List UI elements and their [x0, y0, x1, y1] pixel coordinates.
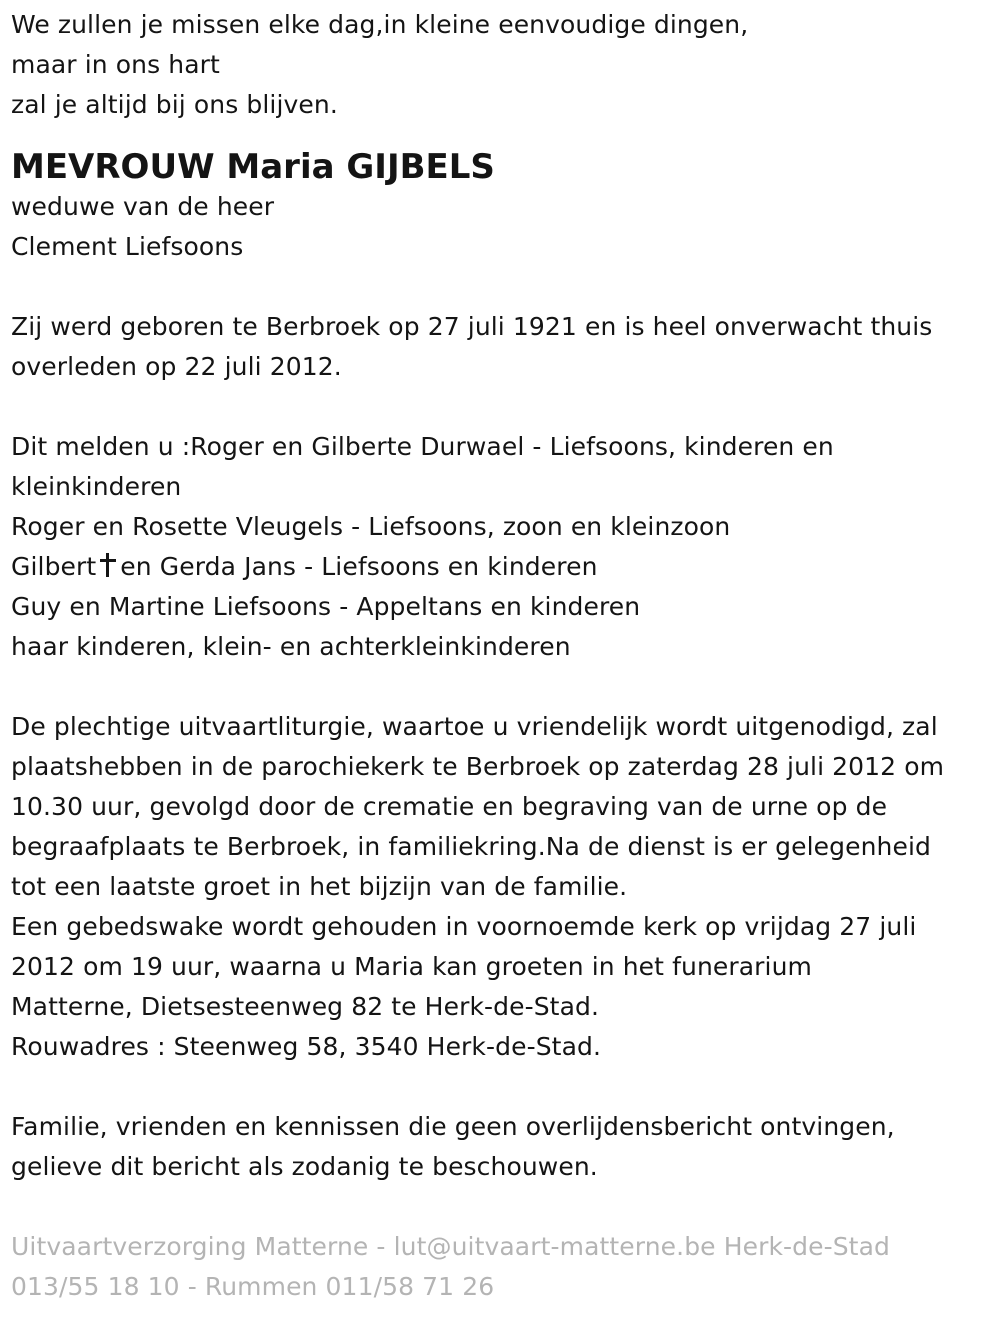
- family-name-gilbert: Gilbert: [11, 552, 97, 581]
- paragraph-line: Een gebedswake wordt gehouden in voornoemde kerk op vrijdag 27 juli: [11, 912, 917, 941]
- poem: [11, 5, 996, 125]
- funeral-home-footer: [11, 1227, 996, 1307]
- poem-line: zal je altijd bij ons blijven.: [11, 90, 338, 119]
- paragraph-line: begraafplaats te Berbroek, in familiekring.Na de dienst is er gelegenheid: [11, 832, 931, 861]
- spacer: [11, 667, 996, 707]
- deceased-name: MEVROUW Maria GIJBELS: [11, 147, 495, 187]
- paragraph-line: kleinkinderen: [11, 472, 182, 501]
- poem-line: maar in ons hart: [11, 50, 220, 79]
- paragraph-line: 2012 om 19 uur, waarna u Maria kan groeten in het funerarium: [11, 952, 812, 981]
- family-name-rest: en Gerda Jans - Liefsoons en kinderen: [120, 552, 598, 581]
- relation-line: weduwe van de heer: [11, 192, 275, 221]
- paragraph-line: Rouwadres : Steenweg 58, 3540 Herk-de-Stad.: [11, 1032, 602, 1061]
- paragraph-line: overleden op 22 juli 2012.: [11, 352, 342, 381]
- paragraph-line: Familie, vrienden en kennissen die geen overlijdensbericht ontvingen,: [11, 1112, 895, 1141]
- obituary-notice: [11, 5, 996, 1307]
- paragraph-line: plaatshebben in de parochiekerk te Berbroek op zaterdag 28 juli 2012 om: [11, 752, 945, 781]
- poem-line: We zullen je missen elke dag,in kleine eenvoudige dingen,: [11, 10, 749, 39]
- paragraph-line: Zij werd geboren te Berbroek op 27 juli 1921 en is heel onverwacht thuis: [11, 312, 933, 341]
- ceremony-paragraph: [11, 707, 996, 1067]
- birth-death-paragraph: [11, 307, 996, 387]
- paragraph-line: haar kinderen, klein- en achterkleinkinderen: [11, 632, 571, 661]
- family-paragraph: [11, 427, 996, 667]
- relation-line: Clement Liefsoons: [11, 232, 244, 261]
- paragraph-line: [11, 547, 996, 587]
- deceased-relation: [11, 187, 996, 267]
- paragraph-line: gelieve dit bericht als zodanig te beschouwen.: [11, 1152, 598, 1181]
- spacer: [11, 387, 996, 427]
- paragraph-line: Guy en Martine Liefsoons - Appeltans en kinderen: [11, 592, 641, 621]
- cross-icon: [100, 553, 116, 577]
- paragraph-line: Roger en Rosette Vleugels - Liefsoons, zoon en kleinzoon: [11, 512, 731, 541]
- footer-line: 013/55 18 10 - Rummen 011/58 71 26: [11, 1272, 495, 1301]
- paragraph-line: Matterne, Dietsesteenweg 82 te Herk-de-Stad.: [11, 992, 600, 1021]
- paragraph-line: tot een laatste groet in het bijzijn van de familie.: [11, 872, 628, 901]
- spacer: [11, 267, 996, 307]
- spacer: [11, 1187, 996, 1227]
- paragraph-line: Dit melden u :Roger en Gilberte Durwael - Liefsoons, kinderen en: [11, 432, 834, 461]
- spacer: [11, 1067, 996, 1107]
- footer-line: Uitvaartverzorging Matterne - lut@uitvaart-matterne.be Herk-de-Stad: [11, 1232, 890, 1261]
- paragraph-line: De plechtige uitvaartliturgie, waartoe u vriendelijk wordt uitgenodigd, zal: [11, 712, 938, 741]
- paragraph-line: 10.30 uur, gevolgd door de crematie en begraving van de urne op de: [11, 792, 888, 821]
- notice-paragraph: [11, 1107, 996, 1187]
